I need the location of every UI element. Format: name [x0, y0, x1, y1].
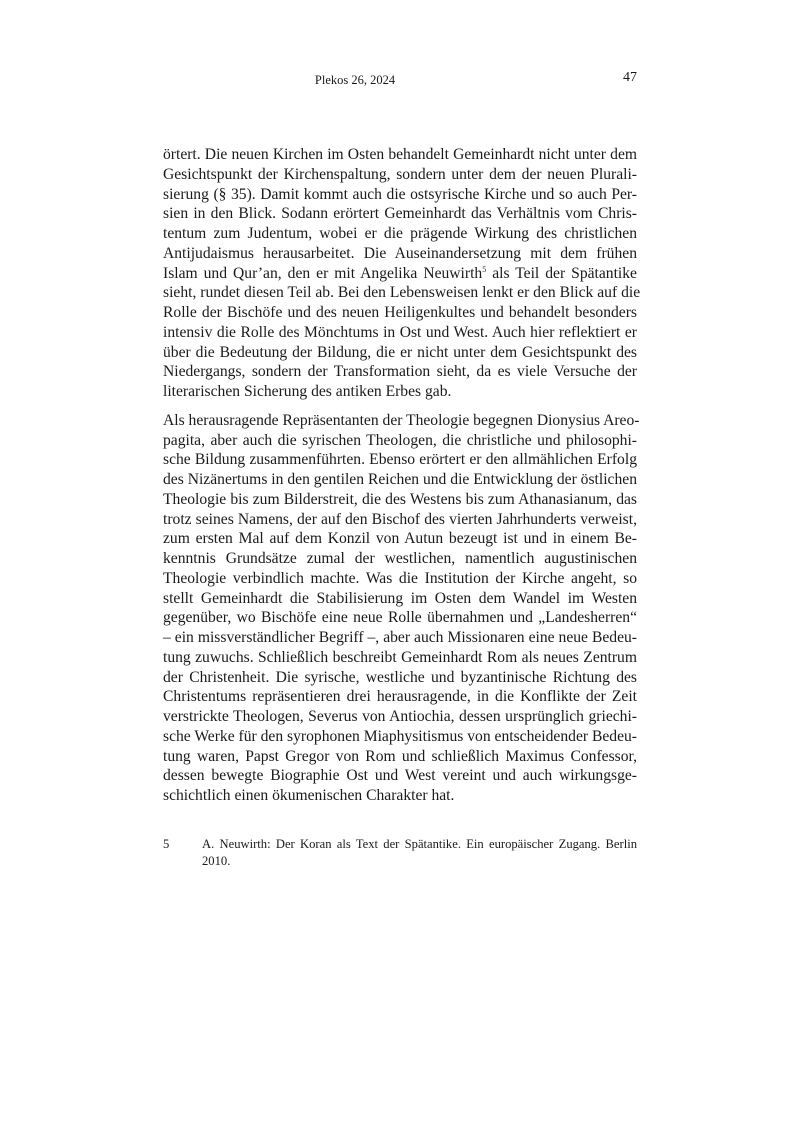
footnotes	[163, 836, 637, 870]
text-line: dessen bewegte Biographie Ost und West vereint und auch wirkungsge-	[163, 767, 637, 785]
text-line: des Nizänertums in den gentilen Reichen und die Entwicklung der östlichen	[163, 471, 637, 488]
paragraph-1	[163, 145, 641, 402]
text-line: stellt Gemeinhardt die Stabilisierung im Osten dem Wandel im Westen	[163, 589, 637, 607]
text-line: Christentums repräsentieren drei herausragende, in die Konflikte der Zeit	[163, 688, 637, 706]
footnote-5	[163, 836, 637, 870]
text-line: örtert. Die neuen Kirchen im Osten behandelt Gemeinhardt nicht unter dem	[163, 146, 637, 163]
footnote-reference[interactable]: 5	[482, 264, 487, 274]
text-line: tentum zum Judentum, wobei er die prägende Wirkung des christlichen	[163, 225, 637, 242]
text-line: kenntnis Grundsätze zumal der westlichen, namentlich augustinischen	[163, 550, 637, 567]
text-fragment: als Teil der Spätantike	[486, 264, 637, 282]
text-line: Als herausragende Repräsentanten der Theologie begegnen Dionysius Areo-	[163, 411, 640, 429]
text-line: tung zuwuchs. Schließlich beschreibt Gemeinhardt Rom als neues Zentrum	[163, 648, 637, 666]
text-line: intensiv die Rolle des Mönchtums in Ost und West. Auch hier reflektiert er	[163, 323, 637, 341]
text-line: Antijudaismus herausarbeitet. Die Auseinandersetzung mit dem frühen	[163, 244, 637, 262]
running-head: Plekos 26, 2024	[314, 73, 396, 87]
text-line: sien in den Blick. Sodann erörtert Gemeinhardt das Verhältnis vom Chris-	[163, 205, 637, 223]
text-line: Theologie verbindlich machte. Was die Institution der Kirche angeht, so	[163, 569, 637, 587]
text-line: sieht, rundet diesen Teil ab. Bei den Lebensweisen lenkt er den Blick auf die	[163, 284, 641, 302]
text-line: Gesichtspunkt der Kirchenspaltung, sondern unter dem der neuen Plurali-	[163, 165, 637, 183]
text-line: schichtlich einen ökumenischen Charakter hat.	[163, 787, 455, 804]
text-line: gegenüber, wo Bischöfe eine neue Rolle übernahmen und „Landesherren“	[163, 609, 637, 627]
text-line: sierung (§ 35). Damit kommt auch die ostsyrische Kirche und so auch Per-	[163, 185, 637, 203]
text-line: zum ersten Mal auf dem Konzil von Autun bezeugt ist und in einem Be-	[163, 530, 637, 548]
text-line: – ein missverständlicher Begriff –, aber auch Missionaren eine neue Bedeu-	[163, 629, 637, 646]
body-text	[163, 145, 641, 806]
text-line: Niedergangs, sondern der Transformation sieht, da es viele Versuche der	[163, 363, 637, 381]
text-fragment: Islam und Qur’an, den er mit Angelika Neuwirth	[163, 264, 483, 282]
text-line: der Christenheit. Die syrische, westliche und byzantinische Richtung des	[163, 668, 637, 686]
text-line: verstrickte Theologen, Severus von Antiochia, dessen ursprünglich griechi-	[163, 708, 637, 725]
text-line: sche Werke für den syrophonen Miaphysitismus von entscheidender Bedeu-	[163, 727, 637, 745]
paragraph-2	[163, 411, 640, 806]
page-number: 47	[623, 70, 637, 85]
page-header	[163, 70, 637, 93]
text-line: sche Bildung zusammenführten. Ebenso erörtert er den allmählichen Erfolg	[163, 451, 637, 469]
footnote-text-line: A. Neuwirth: Der Koran als Text der Spätantike. Ein europäischer Zugang. Berlin	[202, 837, 637, 851]
footnote-number: 5	[163, 837, 170, 851]
footnote-text-line: 2010.	[202, 854, 231, 868]
text-line: trotz seines Namens, der auf den Bischof des vierten Jahrhunderts verweist,	[163, 510, 637, 528]
text-line: Theologie bis zum Bilderstreit, die des Westens bis zum Athanasianum, das	[163, 490, 637, 508]
text-line: Rolle der Bischöfe und des neuen Heiligenkultes und behandelt besonders	[163, 304, 637, 321]
text-line: pagita, aber auch die syrischen Theologen, die christliche und philosophi-	[163, 431, 637, 449]
text-line: über die Bedeutung der Bildung, die er nicht unter dem Gesichtspunkt des	[163, 343, 637, 361]
text-line: tung waren, Papst Gregor von Rom und schließlich Maximus Confessor,	[163, 747, 637, 765]
text-line-with-footnote-ref	[163, 264, 637, 284]
text-line: literarischen Sicherung des antiken Erbes gab.	[163, 383, 452, 400]
